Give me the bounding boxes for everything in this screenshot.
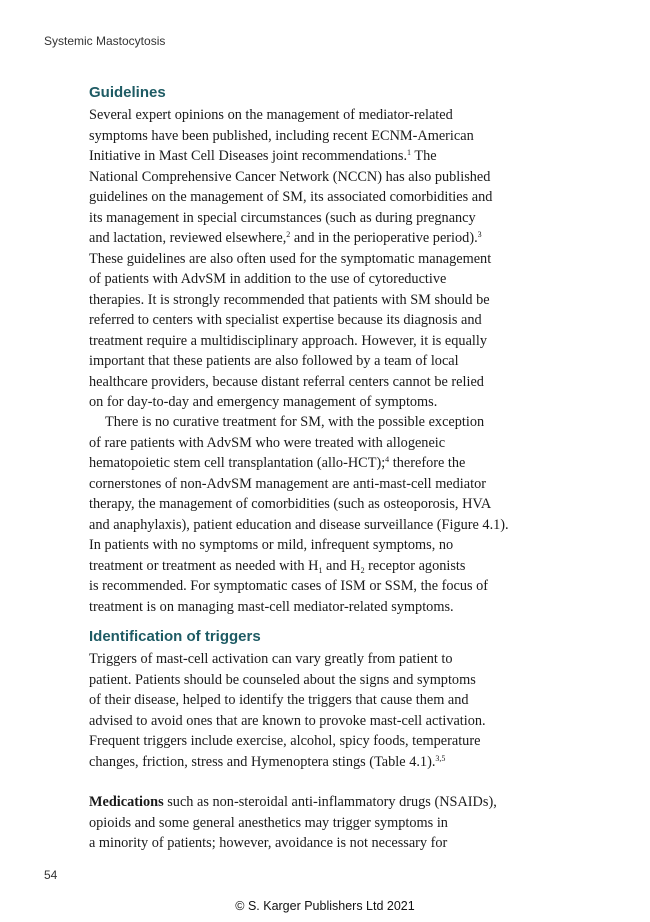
- page-number: 54: [44, 868, 58, 882]
- section-heading-triggers: Identification of triggers: [89, 628, 261, 645]
- citation-4: 4: [385, 455, 390, 464]
- medications-term: Medications: [89, 794, 164, 810]
- triggers-paragraph-1: Triggers of mast-cell activation can vary greatly from patient to patient. Patients should be counseled about the signs and symptoms of their disease, helped to identify the triggers that cause them and advised to avoid ones that are known to provoke mast-cell activation. Frequent triggers include exercise, alcohol, spicy foods, temperature changes, friction, stress and Hymenoptera stings (Table 4.1).$^{3,5}$: [89, 651, 486, 770]
- copyright-footer: © S. Karger Publishers Ltd 2021: [235, 899, 415, 913]
- guidelines-paragraph-1: Several expert opinions on the management of mediator-related symptoms have been published, including recent ECNM-American Initiative in Mast Cell Diseases joint recommendations.$^1$ The National Comprehensive Cancer Network (NCCN) has also published guidelines on the management of SM, its associated comorbidities and its management in special circumstances (such as during pregnancy and lactation, reviewed elsewhere,$^2$ and in the perioperative period).$^3$ These guidelines are also often used for the symptomatic management of patients with AdvSM in addition to the use of cytoreductive therapies. It is strongly recommended that patients with SM should be referred to centers with specialist expertise because its diagnosis and treatment require a multidisciplinary approach. However, it is equally important that these patients are also followed by a team of local healthcare providers, because distant referral centers cannot be relied on for day-to-day and emergency management of symptoms.: [89, 107, 493, 410]
- guidelines-paragraph-2: There is no curative treatment for SM, with the possible exception of rare patients with AdvSM who were treated with allogeneic hematopoietic stem cell transplantation (allo-HCT);$^4$ therefore the cornerstones of non-AdvSM management are anti-mast-cell mediator therapy, the management of comorbidities (such as osteoporosis, HVA and anaphylaxis), patient education and disease surveillance (Figure 4.1). In patients with no symptoms or mild, infrequent symptoms, no treatment or treatment as needed with $H_1$ and $H_2$ receptor agonists is recommended. For symptomatic cases of ISM or SSM, the focus of treatment is on managing mast-cell mediator-related symptoms.: [89, 414, 509, 615]
- section-heading-guidelines: Guidelines: [89, 84, 166, 101]
- citation-2: 2: [286, 230, 291, 239]
- citation-3: 3: [477, 230, 482, 239]
- citation-3-5: 3,5: [435, 753, 446, 763]
- citation-1: 1: [407, 148, 412, 157]
- triggers-paragraph-2: Medications such as non-steroidal anti-inflammatory drugs (NSAIDs), opioids and some general anesthetics may trigger symptoms in a minority of patients; however, avoidance is not necessary for: [89, 794, 497, 851]
- running-head: Systemic Mastocytosis: [44, 34, 166, 48]
